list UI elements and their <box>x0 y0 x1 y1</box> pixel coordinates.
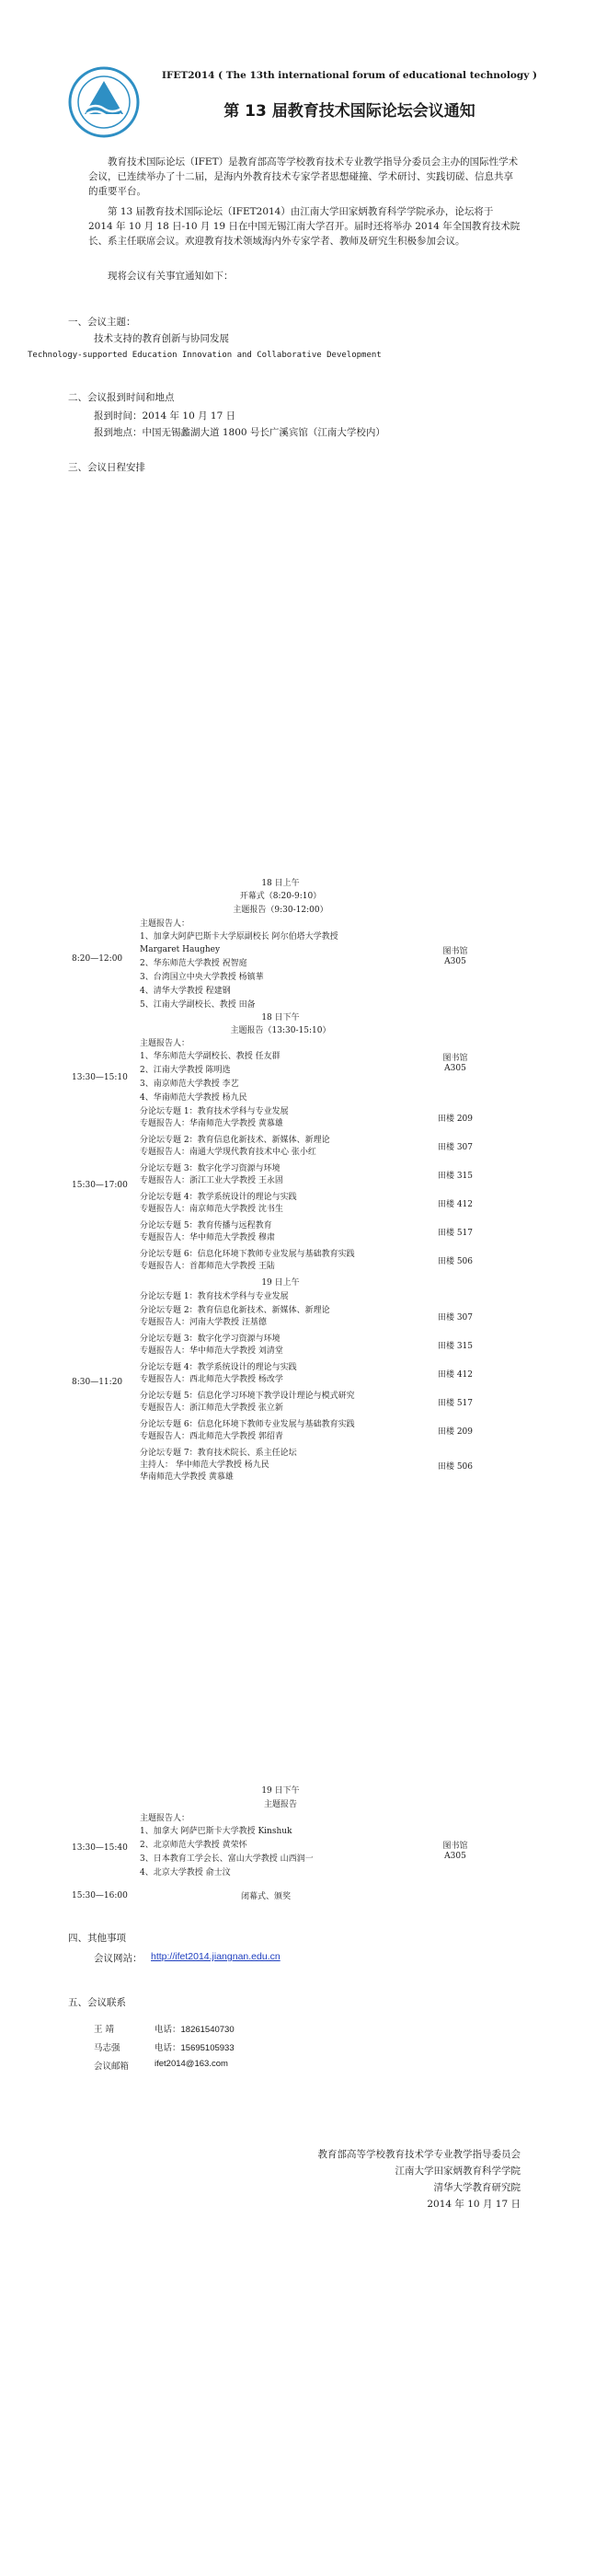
room-label: 图书馆 <box>442 1054 468 1063</box>
forum-topic: 分论坛专题 2：教育信息化新技术、新媒体、新理论 <box>140 1136 330 1145</box>
keynote3-speaker: 4、北京大学教授 俞士汶 <box>140 1868 231 1877</box>
contact-email-label: 会议邮箱 <box>94 2062 130 2072</box>
forum-topic: 分论坛专题 5：教育传播与远程教育 <box>140 1221 272 1230</box>
forum-topic: 分论坛专题 6：信息化环境下教师专业发展与基础教育实践 <box>140 1420 355 1429</box>
time-slot-1: 8:20—12:00 <box>72 954 123 964</box>
section-4-heading: 四、其他事项 <box>68 1933 126 1944</box>
section-5-heading: 五、会议联系 <box>68 1997 126 2008</box>
keynote3-speaker: 3、日本教育工学会长、富山大学教授 山西润一 <box>140 1854 314 1864</box>
forum-room: 田楼 506 <box>437 1462 474 1472</box>
keynote2-label: 主题报告（13:30-15:10） <box>230 1026 331 1035</box>
day19-am-label: 19 日上午 <box>261 1278 300 1288</box>
section-2-heading: 二、会议报到时间和地点 <box>68 392 175 403</box>
website-label: 会议网站： <box>94 1953 143 1964</box>
signature-org: 清华大学教育研究院 <box>433 2182 521 2193</box>
forum-room: 田楼 307 <box>437 1143 474 1152</box>
forum-topic: 分论坛专题 4：教学系统设计的理论与实践 <box>140 1193 297 1202</box>
forum-room: 田楼 506 <box>437 1257 474 1266</box>
website-link[interactable]: http://ifet2014.jiangnan.edu.cn <box>151 1951 281 1962</box>
contact-phone: 电话：18261540730 <box>155 2025 235 2035</box>
keynote2-speaker: 4、华南师范大学教授 杨九民 <box>140 1093 247 1103</box>
forum-room: 田楼 209 <box>437 1115 474 1124</box>
forum-topic: 分论坛专题 1：教育技术学科与专业发展 <box>140 1107 289 1116</box>
forum-room: 田楼 517 <box>437 1229 474 1238</box>
time-slot-2: 13:30—15:10 <box>72 1073 128 1082</box>
contact-name: 王 靖 <box>94 2025 115 2035</box>
theme-english: Technology-supported Education Innovation and Collaborative Development <box>28 351 382 360</box>
intro-paragraph-1: 教育技术国际论坛（IFET）是教育部高等学校教育技术专业教学指导分委员会主办的国际性学术会议，已连续举办了十二届，是海内外教育技术专家学者思想碰撞、学术研讨、实践切磋、信息共享的重要平台。 <box>88 156 519 197</box>
registration-place: 报到地点：中国无锡蠡湖大道 1800 号长广溪宾馆（江南大学校内） <box>94 427 385 438</box>
university-logo <box>68 66 140 138</box>
forum-topic: 分论坛专题 1：教育技术学科与专业发展 <box>140 1292 289 1301</box>
keynote1-speaker: 2、华东师范大学教授 祝智庭 <box>140 959 247 968</box>
forum-speaker: 专题报告人：浙江工业大学教授 王永固 <box>140 1176 283 1185</box>
opening-label: 开幕式（8:20-9:10） <box>239 892 322 901</box>
time-slot-5: 13:30—15:40 <box>72 1843 128 1853</box>
forum-room: 田楼 412 <box>437 1370 474 1380</box>
keynote3-speaker: 2、北京师范大学教授 黄荣怀 <box>140 1841 247 1850</box>
section-3-heading: 三、会议日程安排 <box>68 462 145 473</box>
forum-topic: 分论坛专题 3：数字化学习资源与环境 <box>140 1164 281 1173</box>
keynote3-speakers-heading: 主题报告人： <box>140 1814 190 1823</box>
forum-room: 田楼 315 <box>437 1172 474 1181</box>
closing-ceremony: 闭幕式、颁奖 <box>241 1892 292 1901</box>
intro-paragraph-2: 第 13 届教育技术国际论坛（IFET2014）由江南大学田家炳教育科学学院承办，论坛将于 2014 年 10 月 18 日-10 月 19 日在中国无锡江南大学召开。届时还将举办 2014 年全国教育技术院长、系主任联席会议。欢迎教育技术领域海内外专家学者、教师及研究生积极参加会议。 <box>88 206 521 247</box>
keynote2-speaker: 3、南京师范大学教授 李艺 <box>140 1080 239 1089</box>
forum-topic: 分论坛专题 3：数字化学习资源与环境 <box>140 1334 281 1344</box>
intro-paragraph-3: 现将会议有关事宜通知如下： <box>108 271 234 282</box>
forum-topic: 分论坛专题 5：信息化学习环境下教学设计理论与模式研究 <box>140 1392 355 1401</box>
signature-org: 教育部高等学校教育技术学专业教学指导委员会 <box>317 2149 521 2160</box>
keynote2-speaker: 2、江南大学教授 陈明选 <box>140 1066 231 1075</box>
forum-room: 田楼 412 <box>437 1200 474 1209</box>
forum-speaker: 专题报告人：河南大学教授 汪基德 <box>140 1318 267 1327</box>
day19-pm-label: 19 日下午 <box>261 1786 300 1796</box>
day18-am-label: 18 日上午 <box>261 879 300 888</box>
keynote1-speaker: 1、加拿大阿萨巴斯卡大学原副校长 阿尔伯塔大学教授 <box>140 932 338 941</box>
page-title: 第 13 届教育技术国际论坛会议通知 <box>223 102 475 121</box>
forum-host: 主持人： 华中师范大学教授 杨九民 <box>140 1461 269 1470</box>
forum-speaker: 专题报告人：南通大学现代教育技术中心 张小红 <box>140 1148 316 1157</box>
room-label: A305 <box>444 957 466 966</box>
forum-room: 田楼 517 <box>437 1399 474 1408</box>
keynote2-speaker: 1、华东师范大学副校长、教授 任友群 <box>140 1052 281 1061</box>
keynote3-label: 主题报告 <box>263 1800 297 1809</box>
keynote1-label: 主题报告（9:30-12:00） <box>233 906 328 915</box>
keynote1-speaker: 5、江南大学副校长、教授 田备 <box>140 1000 256 1010</box>
forum-english-title: IFET2014 ( The 13th international forum of educational technology ) <box>162 70 537 81</box>
day18-pm-label: 18 日下午 <box>261 1013 300 1022</box>
room-label: A305 <box>444 1852 466 1861</box>
forum-speaker: 专题报告人：华中师范大学教授 穆肃 <box>140 1233 275 1242</box>
forum-speaker: 专题报告人：浙江师范大学教授 张立新 <box>140 1404 283 1413</box>
forum-host: 华南师范大学教授 黄慕雄 <box>140 1473 234 1482</box>
time-slot-3: 15:30—17:00 <box>72 1181 128 1190</box>
forum-topic: 分论坛专题 7：教育技术院长、系主任论坛 <box>140 1449 297 1458</box>
forum-topic: 分论坛专题 4：教学系统设计的理论与实践 <box>140 1363 297 1372</box>
forum-speaker: 专题报告人：西北师范大学教授 郭绍青 <box>140 1432 283 1441</box>
forum-topic: 分论坛专题 6：信息化环境下教师专业发展与基础教育实践 <box>140 1250 355 1259</box>
room-label: 图书馆 <box>442 947 468 956</box>
keynote1-speaker: Margaret Haughey <box>140 945 221 954</box>
forum-topic: 分论坛专题 2：教育信息化新技术、新媒体、新理论 <box>140 1306 330 1315</box>
time-slot-6: 15:30—16:00 <box>72 1891 128 1900</box>
keynote1-speaker: 3、台湾国立中央大学教授 杨镇華 <box>140 973 264 982</box>
forum-speaker: 专题报告人：华中师范大学教授 刘清堂 <box>140 1346 283 1356</box>
signature-date: 2014 年 10 月 17 日 <box>427 2199 521 2210</box>
time-slot-4: 8:30—11:20 <box>72 1378 123 1387</box>
keynote1-speaker: 4、清华大学教授 程建钢 <box>140 987 231 996</box>
keynote2-speakers-heading: 主题报告人： <box>140 1039 190 1048</box>
forum-speaker: 专题报告人：首都师范大学教授 王陆 <box>140 1262 275 1271</box>
forum-speaker: 专题报告人：南京师范大学教授 沈书生 <box>140 1205 283 1214</box>
room-label: 图书馆 <box>442 1842 468 1851</box>
contact-name: 马志强 <box>94 2043 120 2053</box>
section-1-heading: 一、会议主题： <box>68 317 136 328</box>
forum-room: 田楼 209 <box>437 1427 474 1437</box>
theme-chinese: 技术支持的教育创新与协同发展 <box>94 333 229 344</box>
keynote1-speakers-heading: 主题报告人： <box>140 919 190 929</box>
forum-speaker: 专题报告人：西北师范大学教授 杨改学 <box>140 1375 283 1384</box>
contact-email[interactable]: ifet2014@163.com <box>155 2059 228 2069</box>
signature-org: 江南大学田家炳教育科学学院 <box>395 2166 521 2177</box>
forum-room: 田楼 307 <box>437 1313 474 1323</box>
forum-speaker: 专题报告人：华南师范大学教授 黄慕雄 <box>140 1119 283 1128</box>
room-label: A305 <box>444 1064 466 1073</box>
contact-phone: 电话：15695105933 <box>155 2043 235 2053</box>
keynote3-speaker: 1、加拿大 阿萨巴斯卡大学教授 Kinshuk <box>140 1827 292 1836</box>
registration-time: 报到时间：2014 年 10 月 17 日 <box>94 410 236 422</box>
forum-room: 田楼 315 <box>437 1342 474 1351</box>
